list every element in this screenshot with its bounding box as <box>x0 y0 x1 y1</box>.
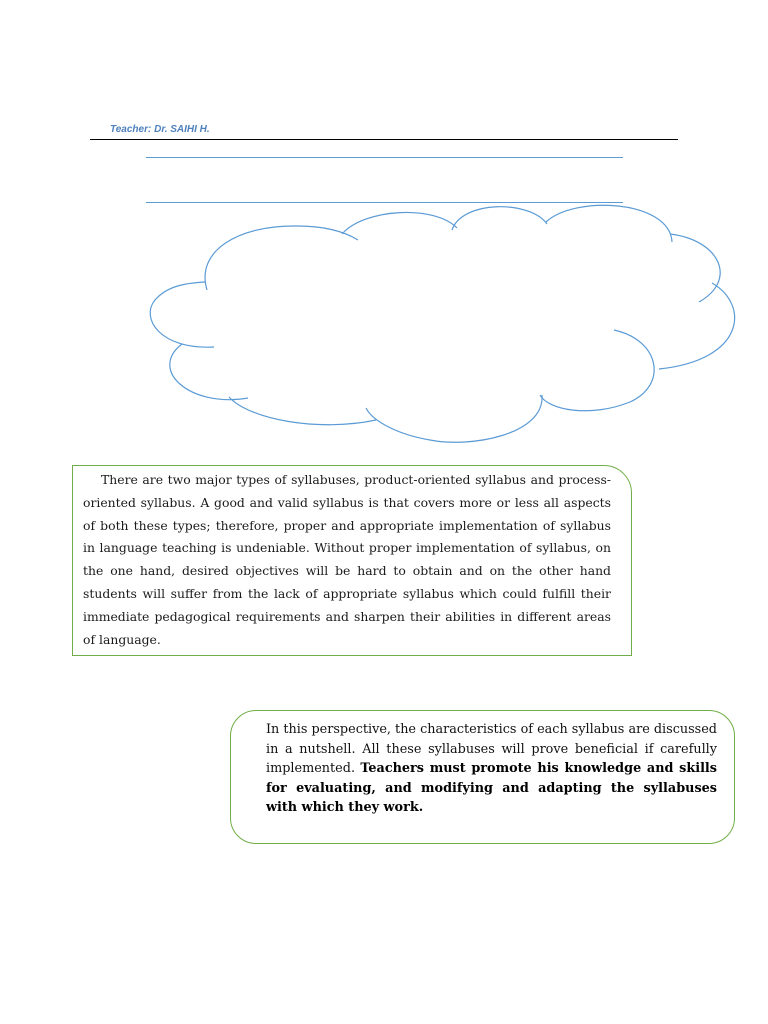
cloud-lobe-left-lower <box>170 344 248 400</box>
teacher-label: Teacher: Dr. SAIHI H. <box>110 124 210 135</box>
cloud-lobe-top <box>452 207 547 230</box>
conclusion-bold-text: Teachers must promote his knowledge and skills for evaluating, and modifying and adapting the syllabuses with which they work. <box>266 761 717 815</box>
intro-text-box <box>72 465 632 656</box>
cloud-shape <box>0 0 768 460</box>
conclusion-text-box <box>230 710 735 844</box>
cloud-lobe-right-lower <box>540 330 654 411</box>
conclusion-paragraph <box>266 720 717 818</box>
intro-paragraph: There are two major types of syllabuses, product-oriented syllabus and process-oriented syllabus. A good and valid syllabus is that covers more or less all aspects of both these types; therefore, proper and appropriate implementation of syllabus in language teaching is undeniable. Without proper implementation of syllabus, on the one hand, desired objectives will be hard to obtain and on the other hand students will suffer from the lack of appropriate syllabus which could fulfill their immediate pedagogical requirements and sharpen their abilities in different areas of language. <box>83 472 611 647</box>
cloud-lobe-left <box>150 282 214 347</box>
cloud-lobe-right <box>659 283 735 369</box>
cloud-lobe-top-right <box>546 205 672 242</box>
cloud-lobe-top-middle <box>342 212 457 234</box>
cloud-lobe-top-left <box>205 226 358 290</box>
cloud-lobe-bottom-left <box>229 397 376 425</box>
conclusion-regular-text: In this perspective, the characteristics of each syllabus are discussed in a nutshell. All these syllabuses will prove beneficial if carefully implemented. <box>266 722 717 776</box>
cloud-lobe-right-upper <box>670 234 720 302</box>
cloud-lobe-bottom <box>366 395 542 442</box>
